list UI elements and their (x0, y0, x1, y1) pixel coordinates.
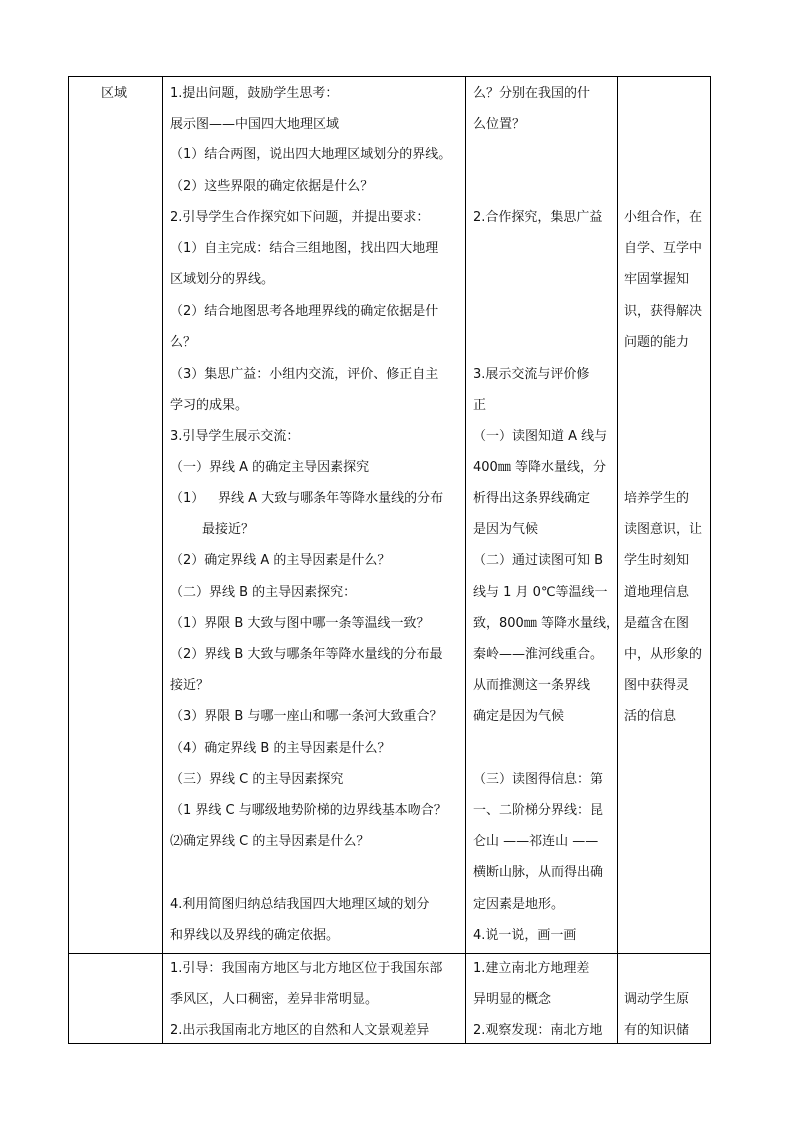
student-line: 2.合作探究，集思广益 (473, 210, 603, 225)
activity-line: （4）确定界线 B 的主导因素是什么？ (170, 741, 391, 756)
activity-line: 1.提出问题，鼓励学生思考： (170, 86, 339, 101)
activity-line: （3）界限 B 与哪一座山和哪一条河大致重合？ (170, 709, 443, 724)
table-right-border (710, 76, 711, 1044)
intent-line: 中，从形象的 (624, 647, 703, 662)
activity-line: 1.引导：我国南方地区与北方地区位于我国东部 (170, 961, 443, 976)
activity-line: 学习的成果。 (170, 398, 249, 413)
activity-line: 季风区，人口稠密，差异非常明显。 (170, 992, 379, 1007)
table-bottom-border (68, 1043, 711, 1044)
student-line: 线与 1 月 0℃等温线一 (473, 585, 608, 600)
intent-line: 培养学生的 (624, 491, 690, 506)
student-line: 异明显的概念 (473, 992, 552, 1007)
student-line: 析得出这条界线确定 (473, 491, 591, 506)
student-line: 1.建立南北方地理差 (473, 961, 590, 976)
student-line: 一、二阶梯分界线：昆 (473, 803, 604, 818)
activity-line: （1）界限 B 大致与图中哪一条等温线一致？ (170, 616, 430, 631)
intent-line: 识，获得解决 (624, 304, 703, 319)
activity-line: 2.引导学生合作探究如下问题，并提出要求： (170, 210, 430, 225)
student-line: 秦岭——淮河线重合。 (473, 647, 604, 662)
activity-line: 3.引导学生展示交流： (170, 429, 300, 444)
intent-line: 学生时刻知 (624, 553, 690, 568)
row-label: 区域 (101, 86, 128, 101)
activity-line: （2）结合地图思考各地理界线的确定依据是什 (170, 304, 439, 319)
student-line: 4.说一说，画一画 (473, 928, 577, 943)
student-line: 确定是因为气候 (473, 709, 565, 724)
intent-line: 有的知识储 (624, 1023, 690, 1038)
student-line: 定因素是地形。 (473, 897, 565, 912)
table-left-border (68, 76, 69, 1044)
activity-line: ⑵确定界线 C 的主导因素是什么？ (170, 834, 370, 849)
activity-line: 区域划分的界线。 (170, 272, 275, 287)
activity-line: （三）界线 C 的主导因素探究 (170, 772, 344, 787)
intent-line: 读图意识，让 (624, 522, 703, 537)
student-line: 3.展示交流与评价修 (473, 367, 590, 382)
student-line: 仑山 ——祁连山 —— (473, 834, 599, 849)
student-line: 致，800㎜ 等降水量线， (473, 616, 619, 631)
activity-line: （3）集思广益：小组内交流，评价、修正自主 (170, 367, 439, 382)
activity-line: 界线 A 大致与哪条年等降水量线的分布 (218, 491, 444, 506)
student-line: 正 (473, 398, 487, 413)
activity-line: （1） (170, 491, 205, 506)
column-divider-2 (465, 76, 466, 1044)
table-top-border (68, 76, 711, 77)
intent-line: 问题的能力 (624, 335, 690, 350)
activity-line: 接近？ (170, 678, 210, 693)
activity-line: 么？ (170, 335, 197, 350)
activity-line: （一）界线 A 的确定主导因素探究 (170, 460, 370, 475)
student-line: 么位置？ (473, 117, 526, 132)
student-line: （二）通过读图可知 B (473, 553, 604, 568)
activity-line: （二）界线 B 的主导因素探究： (170, 585, 357, 600)
intent-line: 牢固掌握知 (624, 272, 690, 287)
student-line: 从而推测这一条界线 (473, 678, 591, 693)
intent-line: 图中获得灵 (624, 678, 690, 693)
column-divider-3 (617, 76, 618, 1044)
activity-line: 展示图——中国四大地理区域 (170, 117, 340, 132)
intent-line: 调动学生原 (624, 992, 690, 1007)
student-line: 么？分别在我国的什 (473, 86, 591, 101)
student-line: （一）读图知道 A 线与 (473, 429, 608, 444)
student-line: 2.观察发现：南北方地 (473, 1023, 603, 1038)
activity-line: （1）结合两图，说出四大地理区域划分的界线。 (170, 147, 452, 162)
student-line: （三）读图得信息：第 (473, 772, 604, 787)
column-divider-1 (162, 76, 163, 1044)
intent-line: 是蕴含在图 (624, 616, 690, 631)
row-divider (68, 953, 711, 954)
activity-line: 4.利用简图归纳总结我国四大地理区域的划分 (170, 897, 430, 912)
activity-line: （2）界线 B 大致与哪条年等降水量线的分布最 (170, 647, 443, 662)
intent-line: 小组合作，在 (624, 210, 703, 225)
activity-line: 2.出示我国南北方地区的自然和人文景观差异 (170, 1023, 430, 1038)
activity-line: （1 界线 C 与哪级地势阶梯的边界线基本吻合？ (170, 803, 447, 818)
activity-line: （2）这些界限的确定依据是什么？ (170, 179, 374, 194)
activity-line: 最接近？ (202, 522, 255, 537)
intent-line: 活的信息 (624, 709, 677, 724)
activity-line: （2）确定界线 A 的主导因素是什么？ (170, 553, 391, 568)
activity-line: 和界线以及界线的确定依据。 (170, 928, 340, 943)
student-line: 是因为气候 (473, 522, 539, 537)
student-line: 400㎜ 等降水量线，分 (473, 460, 606, 475)
intent-line: 自学、互学中 (624, 241, 703, 256)
activity-line: （1）自主完成：结合三组地图，找出四大地理 (170, 241, 439, 256)
intent-line: 道地理信息 (624, 585, 690, 600)
student-line: 横断山脉，从而得出确 (473, 865, 604, 880)
